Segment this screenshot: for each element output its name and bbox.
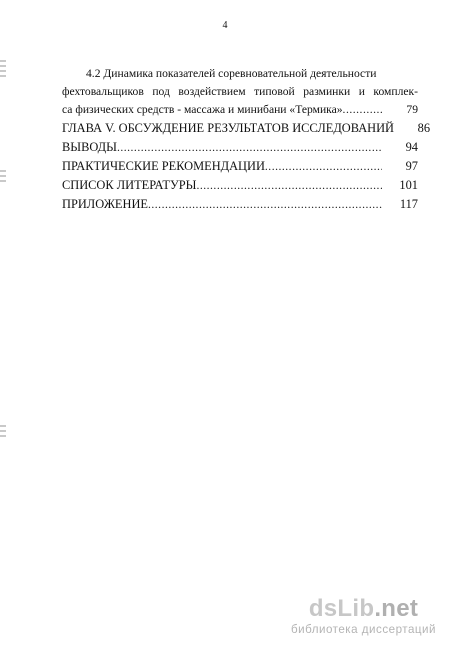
toc-entry-title: ПРИЛОЖЕНИЕ (62, 197, 148, 211)
watermark-subtitle: библиотека диссертаций (291, 623, 436, 636)
dslib-watermark (291, 597, 436, 637)
toc-entry (62, 195, 418, 214)
binding-edge-mark (0, 170, 6, 182)
toc-leader-dots (343, 101, 382, 119)
toc-entry-page: 97 (405, 159, 418, 173)
toc-entry-title: ПРАКТИЧЕСКИЕ РЕКОМЕНДАЦИИ (62, 159, 265, 173)
toc-section-4-2-line-3 (62, 101, 418, 119)
toc-section-4-2-line-1: 4.2 Динамика показателей соревновательной деятельности (86, 67, 377, 80)
toc-entry-title: ВЫВОДЫ (62, 140, 117, 154)
toc-entry-page: 117 (399, 197, 418, 211)
toc-entry (62, 119, 431, 138)
toc-entry-page: 86 (417, 121, 431, 135)
page-number: 4 (222, 20, 228, 31)
toc-entry (62, 157, 418, 176)
toc-entry-title: ГЛАВА V. ОБСУЖДЕНИЕ РЕЗУЛЬТАТОВ ИССЛЕДОВАНИЙ (62, 121, 395, 135)
toc-leader-dots (196, 177, 382, 195)
watermark-logo: dsLib.net (308, 595, 419, 622)
table-of-contents (62, 65, 431, 214)
toc-entry (62, 138, 418, 157)
toc-section-4-2-line-2: фехтовальщиков под воздействием типовой разминки и комплек- (62, 85, 418, 98)
toc-leader-dots (148, 196, 382, 214)
toc-leader-dots (117, 139, 382, 157)
toc-entry-title: СПИСОК ЛИТЕРАТУРЫ (62, 178, 197, 192)
toc-entry-page: 79 (406, 103, 418, 116)
toc-entry (62, 176, 418, 195)
binding-edge-mark (0, 425, 6, 439)
toc-leader-dots (265, 158, 382, 176)
toc-entry-title: са физических средств - массажа и минибани «Термика» (62, 103, 343, 116)
binding-edge-mark (0, 60, 6, 78)
toc-entry-page: 101 (399, 178, 418, 192)
toc-entry-page: 94 (405, 140, 418, 154)
